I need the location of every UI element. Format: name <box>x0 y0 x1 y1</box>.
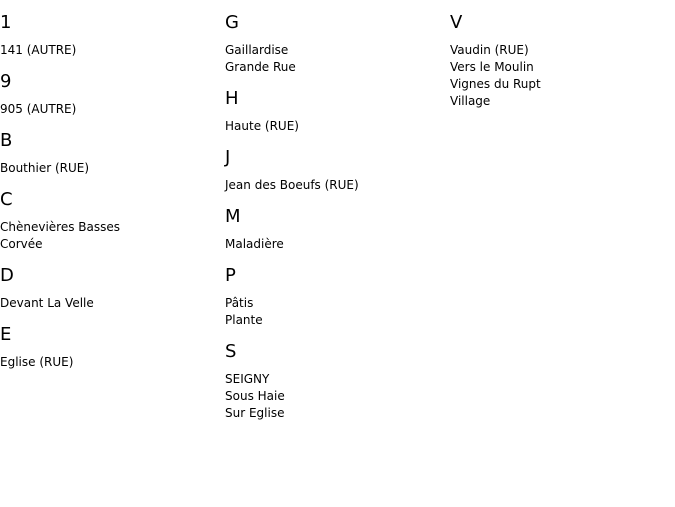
letter-heading: B <box>0 130 13 151</box>
street-list <box>450 42 665 110</box>
letter-heading: D <box>0 265 14 286</box>
letter-group-1 <box>0 12 215 59</box>
letter-heading: C <box>0 189 13 210</box>
street-item[interactable]: Jean des Boeufs (RUE) <box>225 178 359 192</box>
street-item[interactable]: SEIGNY <box>225 372 270 386</box>
letter-heading: S <box>225 341 237 362</box>
letter-heading: V <box>450 12 463 33</box>
street-item[interactable]: Maladière <box>225 237 284 251</box>
street-item[interactable]: Sur Eglise <box>225 406 285 420</box>
street-list <box>0 42 215 59</box>
letter-heading: H <box>225 88 239 109</box>
letter-group-e <box>0 324 215 371</box>
letter-heading: 9 <box>0 71 12 92</box>
street-list <box>225 371 440 422</box>
street-item[interactable]: Grande Rue <box>225 60 296 74</box>
column-1 <box>0 0 215 371</box>
street-item[interactable]: Gaillardise <box>225 43 289 57</box>
letter-heading: J <box>225 147 231 168</box>
street-item[interactable]: Vaudin (RUE) <box>450 43 529 57</box>
street-list <box>225 295 440 329</box>
street-list <box>225 236 440 253</box>
street-item[interactable]: Vignes du Rupt <box>450 77 541 91</box>
letter-group-s <box>225 341 440 422</box>
street-item[interactable]: Eglise (RUE) <box>0 355 74 369</box>
street-list <box>0 295 215 312</box>
letter-heading: M <box>225 206 241 227</box>
letter-heading: E <box>0 324 12 345</box>
street-item[interactable]: 141 (AUTRE) <box>0 43 77 57</box>
street-item[interactable]: Chènevières Basses <box>0 220 121 234</box>
street-list <box>0 219 215 253</box>
street-list <box>225 118 440 135</box>
street-list <box>0 101 215 118</box>
letter-group-b <box>0 130 215 177</box>
street-item[interactable]: 905 (AUTRE) <box>0 102 77 116</box>
street-item[interactable]: Devant La Velle <box>0 296 94 310</box>
street-item[interactable]: Corvée <box>0 237 43 251</box>
street-list <box>225 42 440 76</box>
letter-group-p <box>225 265 440 329</box>
street-item[interactable]: Plante <box>225 313 263 327</box>
column-2 <box>225 0 440 422</box>
street-item[interactable]: Vers le Moulin <box>450 60 534 74</box>
street-item[interactable]: Haute (RUE) <box>225 119 299 133</box>
street-item[interactable]: Pâtis <box>225 296 254 310</box>
letter-group-9 <box>0 71 215 118</box>
letter-group-c <box>0 189 215 253</box>
street-item[interactable]: Bouthier (RUE) <box>0 161 90 175</box>
letter-group-d <box>0 265 215 312</box>
street-list <box>0 354 215 371</box>
street-item[interactable]: Village <box>450 94 491 108</box>
letter-group-m <box>225 206 440 253</box>
street-list <box>0 160 215 177</box>
letter-heading: P <box>225 265 236 286</box>
letter-group-v <box>450 12 665 110</box>
column-3 <box>450 0 665 110</box>
letter-group-h <box>225 88 440 135</box>
letter-group-g <box>225 12 440 76</box>
letter-group-j <box>225 147 440 194</box>
letter-heading: G <box>225 12 239 33</box>
street-list <box>225 177 440 194</box>
letter-heading: 1 <box>0 12 12 33</box>
street-item[interactable]: Sous Haie <box>225 389 285 403</box>
